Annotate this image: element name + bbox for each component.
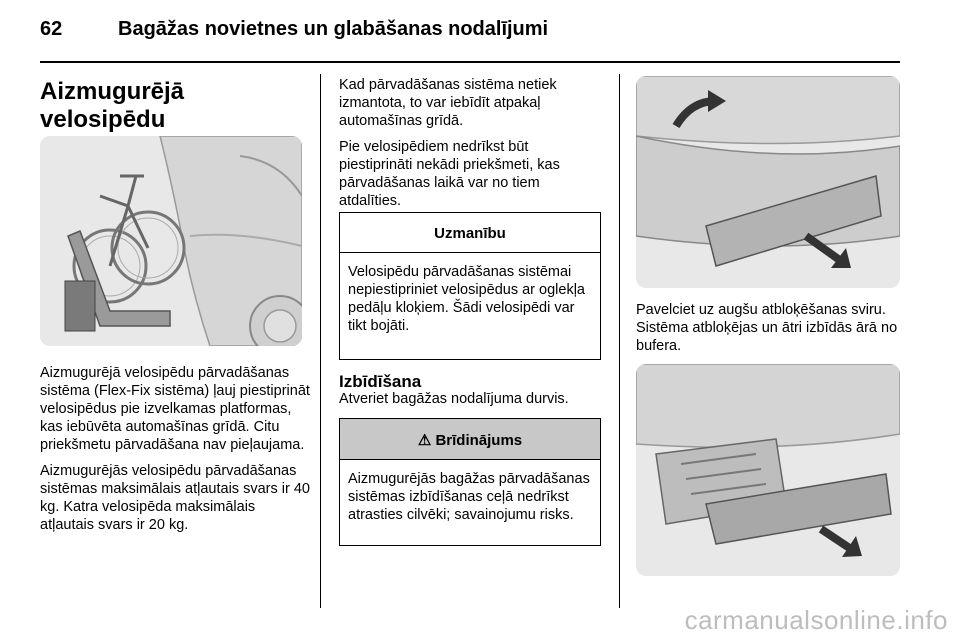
paragraph: Aizmugurējās velosipēdu pārvadāšanas sistēmas maksimālais atļautais svars ir 40 kg. Katra velosipēda maksimālais atļautais svars ir 20 kg. bbox=[40, 463, 310, 533]
warning-title: Brīdinājums bbox=[435, 432, 523, 449]
bike-carrier-illustration bbox=[40, 136, 302, 346]
page-header-title: Bagāžas novietnes un glabāšanas nodalījumi bbox=[118, 18, 549, 40]
column-divider bbox=[320, 74, 321, 608]
unlock-lever-illustration bbox=[636, 76, 900, 288]
page-number: 62 bbox=[40, 18, 63, 40]
subheading: Izbīdīšana bbox=[339, 372, 422, 391]
caution-title: Uzmanību bbox=[340, 213, 600, 253]
col3-caption: Pavelciet uz augšu atbloķēšanas sviru. Sistēma atbloķējas un ātri izbīdās ārā no bufera. bbox=[636, 302, 898, 354]
paragraph: Pie velosipēdiem nedrīkst būt piestiprināti nekādi priekšmeti, kas pārvadāšanas laikā var no tiem atdalīties. bbox=[339, 139, 560, 209]
warning-text: Aizmugurējās bagāžas pārvadāšanas sistēmas izbīdīšanas ceļā nedrīkst atrasties cilvēki; savainojumu risks. bbox=[348, 471, 590, 523]
column-divider bbox=[619, 74, 620, 608]
section-title: Aizmugurējā velosipēdu bbox=[40, 78, 185, 133]
warning-icon: ⚠ bbox=[417, 432, 432, 449]
carrier-extended-illustration bbox=[636, 364, 900, 576]
subheading-text: Atveriet bagāžas nodalījuma durvis. bbox=[339, 391, 569, 407]
col1-text bbox=[40, 364, 310, 542]
warning-header bbox=[340, 419, 600, 460]
paragraph: Aizmugurējā velosipēdu pārvadāšanas sistēma (Flex-Fix sistēma) ļauj piestiprināt velosipēdus pie izvelkamas platformas, kas iebūvēta automašīnas grīdā. Citu priekšmetu pārvadāšana nav pieļaujama. bbox=[40, 365, 310, 453]
header-divider bbox=[40, 61, 900, 63]
caution-text: Velosipēdu pārvadāšanas sistēmai nepiestipriniet velosipēdus ar oglekļa pedāļu kloķiem. Šādi velosipēdi var tikt bojāti. bbox=[348, 264, 585, 334]
col2-text bbox=[339, 76, 601, 218]
paragraph: Kad pārvadāšanas sistēma netiek izmantota, to var iebīdīt atpakaļ automašīnas grīdā. bbox=[339, 77, 557, 129]
caution-box bbox=[339, 212, 601, 360]
watermark: carmanualsonline.info bbox=[684, 605, 948, 635]
warning-box bbox=[339, 418, 601, 546]
